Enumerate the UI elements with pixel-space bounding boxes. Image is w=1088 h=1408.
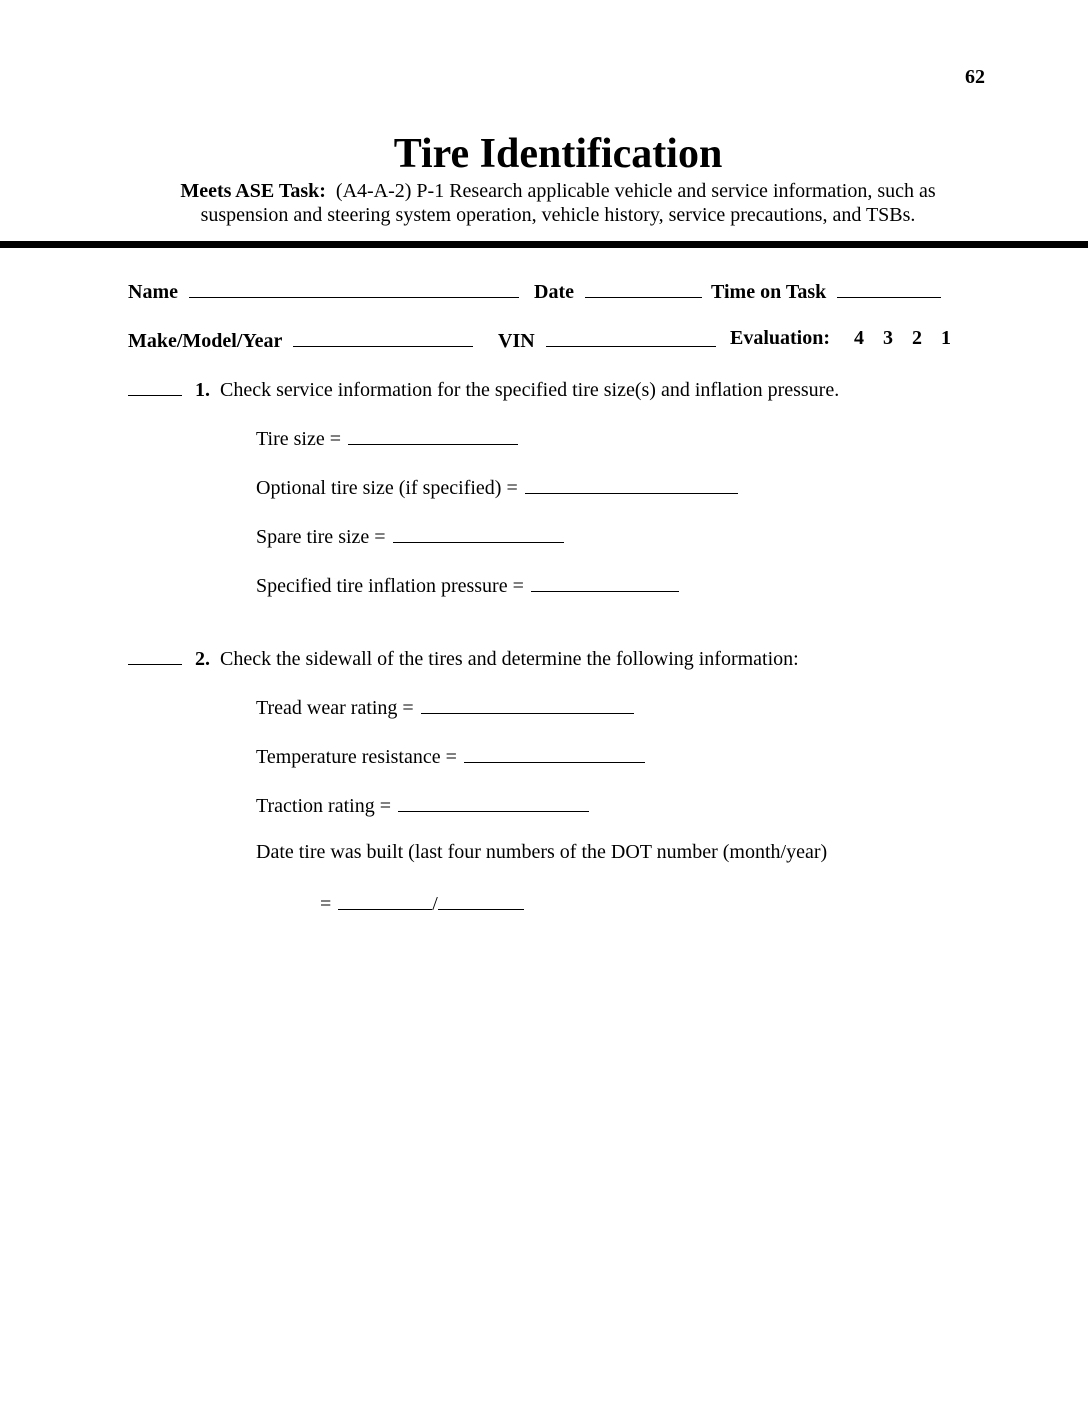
- vin-input-line[interactable]: [546, 327, 716, 347]
- temperature-resistance-input-line[interactable]: [464, 743, 645, 763]
- date-built-entry: [320, 890, 524, 916]
- date-built-equals: =: [320, 893, 332, 915]
- date-built-month-line[interactable]: [338, 890, 432, 910]
- ase-task-line-2: suspension and steering system operation, vehicle history, service precautions, and TSBs.: [200, 204, 916, 226]
- step-2-checkoff-line[interactable]: [128, 645, 182, 665]
- tread-wear-label: Tread wear rating =: [256, 697, 414, 719]
- date-label: Date: [534, 281, 574, 303]
- tread-wear-input-line[interactable]: [421, 694, 634, 714]
- step-2: [128, 645, 799, 671]
- evaluation-score-2[interactable]: 2: [912, 327, 923, 349]
- temperature-resistance-label: Temperature resistance =: [256, 746, 457, 768]
- evaluation-score-1[interactable]: 1: [941, 327, 952, 349]
- traction-rating-input-line[interactable]: [398, 792, 589, 812]
- step-1-checkoff-line[interactable]: [128, 376, 182, 396]
- tire-size-input-line[interactable]: [348, 425, 518, 445]
- evaluation-row: [730, 327, 951, 350]
- tire-size-label: Tire size =: [256, 428, 341, 450]
- name-input-line[interactable]: [189, 278, 519, 298]
- inflation-pressure-field: [256, 572, 679, 598]
- ase-task-line-1: [0, 180, 1088, 203]
- page-number: 62: [965, 66, 985, 88]
- make-model-year-field-row: [128, 327, 473, 353]
- name-label: Name: [128, 281, 178, 303]
- date-built-field: [256, 841, 827, 864]
- step-2-text: Check the sidewall of the tires and determine the following information:: [220, 648, 799, 670]
- optional-tire-size-field: [256, 474, 738, 500]
- date-built-separator: /: [432, 893, 438, 915]
- ase-task-label: Meets ASE Task:: [180, 180, 326, 202]
- make-model-year-label: Make/Model/Year: [128, 330, 283, 352]
- inflation-pressure-label: Specified tire inflation pressure =: [256, 575, 524, 597]
- date-input-line[interactable]: [585, 278, 702, 298]
- header-divider: [0, 241, 1088, 248]
- optional-tire-size-label: Optional tire size (if specified) =: [256, 477, 518, 499]
- time-on-task-label: Time on Task: [711, 281, 827, 303]
- name-field-row: [128, 278, 519, 304]
- vin-label: VIN: [498, 330, 535, 352]
- step-2-number: 2.: [195, 648, 210, 670]
- time-on-task-field-row: [711, 278, 941, 304]
- traction-rating-field: [256, 792, 589, 818]
- tire-size-field: [256, 425, 518, 451]
- ase-task-text-1: (A4-A-2) P-1 Research applicable vehicle and service information, such as: [335, 180, 936, 202]
- vin-field-row: [498, 327, 716, 353]
- evaluation-score-4[interactable]: 4: [854, 327, 865, 349]
- spare-tire-size-label: Spare tire size =: [256, 526, 386, 548]
- spare-tire-size-input-line[interactable]: [393, 523, 564, 543]
- spare-tire-size-field: [256, 523, 564, 549]
- traction-rating-label: Traction rating =: [256, 795, 391, 817]
- evaluation-score-3[interactable]: 3: [883, 327, 894, 349]
- optional-tire-size-input-line[interactable]: [525, 474, 738, 494]
- date-field-row: [534, 278, 702, 304]
- evaluation-label: Evaluation:: [730, 327, 831, 349]
- step-1: [128, 376, 839, 402]
- tread-wear-field: [256, 694, 634, 720]
- step-1-text: Check service information for the specified tire size(s) and inflation pressure.: [220, 379, 840, 401]
- temperature-resistance-field: [256, 743, 645, 769]
- date-built-year-line[interactable]: [438, 890, 524, 910]
- inflation-pressure-input-line[interactable]: [531, 572, 679, 592]
- step-1-number: 1.: [195, 379, 210, 401]
- time-on-task-input-line[interactable]: [837, 278, 941, 298]
- make-model-year-input-line[interactable]: [293, 327, 473, 347]
- page-title: Tire Identification: [393, 131, 723, 177]
- date-built-label: Date tire was built (last four numbers of the DOT number (month/year): [256, 841, 828, 863]
